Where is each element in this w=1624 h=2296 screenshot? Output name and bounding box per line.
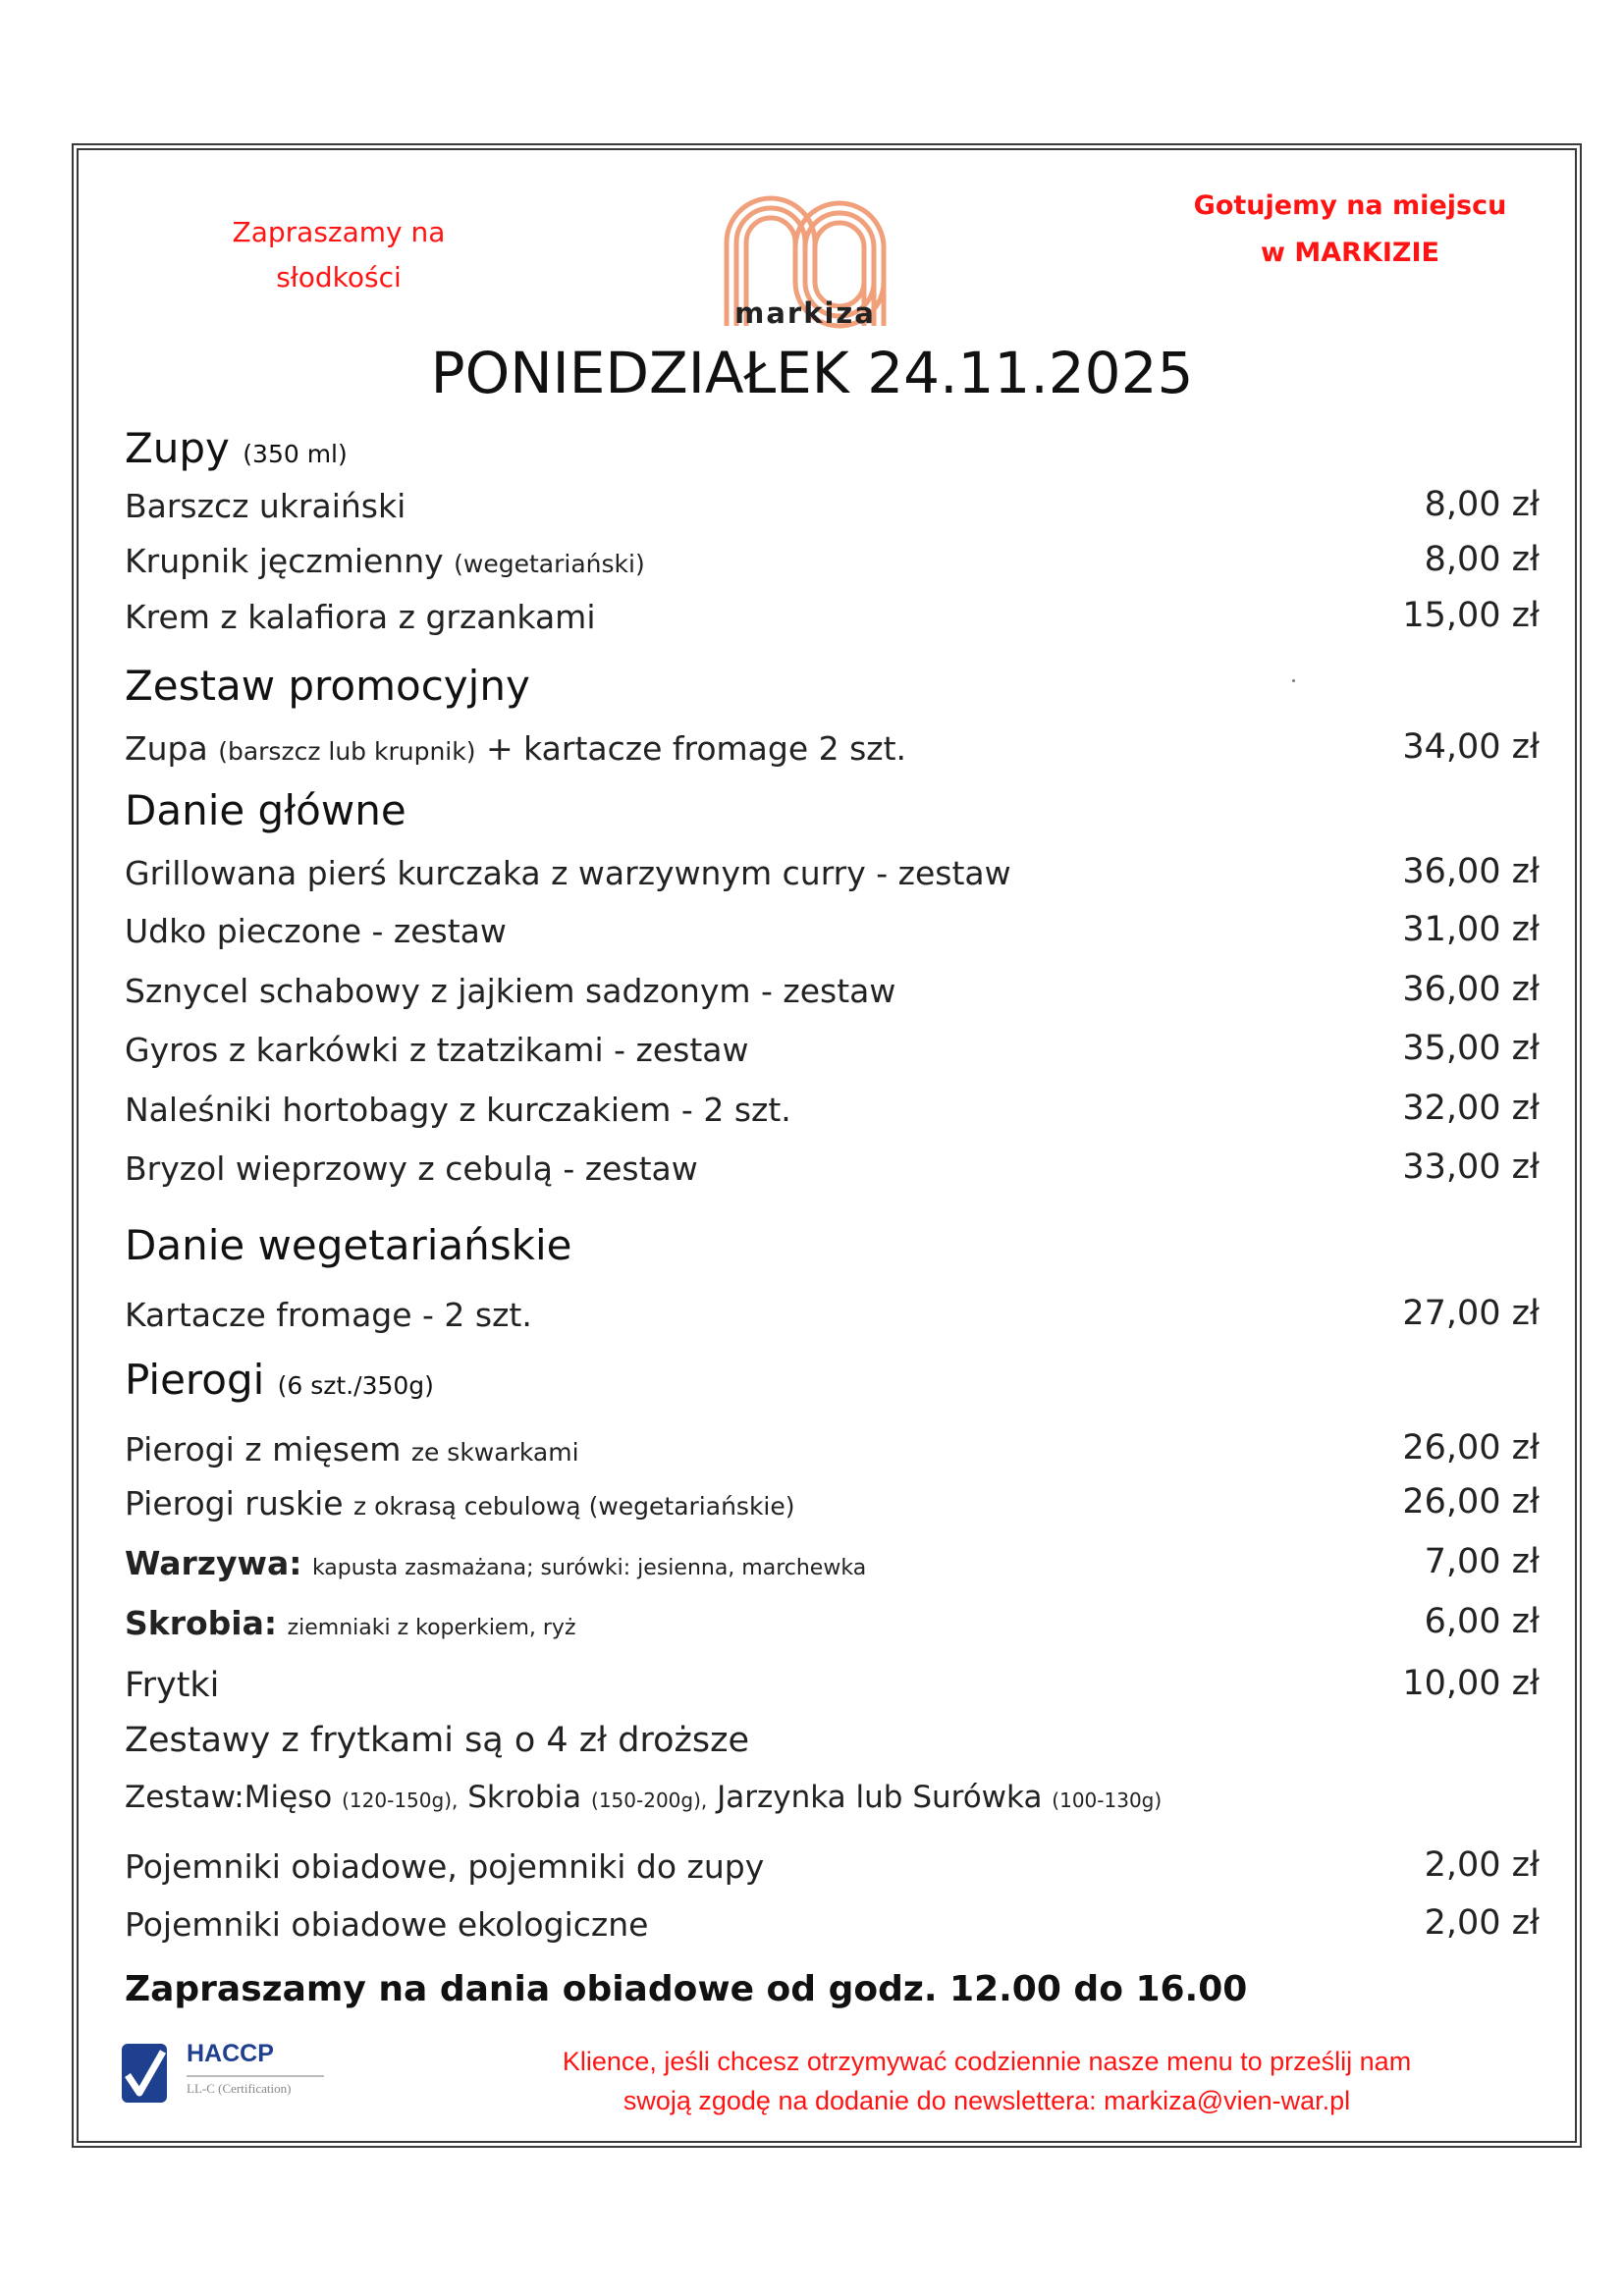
haccp-subtitle: LL-C (Certification) [187, 2081, 292, 2096]
section-title: Zupy [125, 424, 230, 472]
fries-surcharge-note: Zestawy z frytkami są o 4 zł droższe [125, 1721, 750, 1760]
menu-item: Pojemniki obiadowe, pojemniki do zupy [125, 1847, 765, 1886]
item-price: 26,00 zł [1402, 1482, 1540, 1522]
item-name: Krem z kalafiora z grzankami [125, 598, 596, 636]
section-heading-soups [125, 424, 348, 472]
menu-item [125, 598, 595, 636]
item-note: kapusta zasmażana; surówki: jesienna, marchewka [311, 1556, 867, 1580]
item-name: Zupa [125, 729, 208, 768]
sweets-invitation [187, 210, 491, 300]
item-price: 15,00 zł [1402, 596, 1540, 635]
newsletter-note [422, 2042, 1551, 2120]
item-label: Skrobia: [125, 1604, 278, 1642]
menu-item: Grillowana pierś kurczaka z warzywnym curry - zestaw [125, 854, 1011, 892]
item-price: 27,00 zł [1402, 1294, 1540, 1333]
haccp-title: HACCP [187, 2040, 274, 2067]
newsletter-line-1: Klience, jeśli chcesz otrzymywać codziennie nasze menu to prześlij nam [562, 2047, 1412, 2076]
item-note: ziemniaki z koperkiem, ryż [287, 1616, 576, 1640]
cooking-note-line-2: w MARKIZIE [1261, 238, 1439, 268]
section-heading-vegetarian: Danie wegetariańskie [125, 1221, 572, 1269]
item-price: 35,00 zł [1402, 1029, 1540, 1068]
side-starch [125, 1604, 576, 1642]
item-price: 34,00 zł [1402, 727, 1540, 767]
cooking-note-line-1: Gotujemy na miejscu [1193, 190, 1507, 221]
section-heading-promo: Zestaw promocyjny [125, 662, 530, 710]
item-price: 31,00 zł [1402, 910, 1540, 949]
section-heading-pierogi [125, 1356, 434, 1404]
menu-item: Udko pieczone - zestaw [125, 912, 507, 950]
item-name-continued: + kartacze fromage 2 szt. [485, 729, 907, 768]
menu-item: Sznycel schabowy z jajkiem sadzonym - zestaw [125, 972, 896, 1010]
menu-item [125, 1430, 579, 1468]
menu-item: Bryzol wieprzowy z cebulą - zestaw [125, 1149, 698, 1188]
set-part: Jarzynka lub Surówka [717, 1780, 1043, 1815]
item-name: Pierogi ruskie [125, 1484, 344, 1522]
set-part: Zestaw:Mięso [125, 1780, 333, 1815]
menu-item [125, 1484, 795, 1522]
item-name: Krupnik jęczmienny [125, 542, 444, 580]
item-price: 2,00 zł [1424, 1845, 1540, 1885]
newsletter-line-2: swoją zgodę na dodanie do newslettera: markiza@vien-war.pl [623, 2086, 1351, 2115]
item-name: Pierogi z mięsem [125, 1430, 402, 1468]
item-price: 36,00 zł [1402, 970, 1540, 1009]
menu-item [125, 487, 406, 525]
item-price: 32,00 zł [1402, 1089, 1540, 1128]
item-price: 8,00 zł [1424, 485, 1540, 524]
menu-item: Gyros z karkówki z tzatzikami - zestaw [125, 1031, 749, 1069]
item-price: 2,00 zł [1424, 1903, 1540, 1943]
set-part-note: (150-200g), [591, 1789, 708, 1812]
speck [1292, 679, 1295, 682]
checkmark-badge-icon [120, 2042, 169, 2105]
item-note: (wegetariański) [454, 550, 645, 578]
item-note: ze skwarkami [410, 1438, 579, 1467]
section-heading-mains: Danie główne [125, 786, 406, 834]
logo-wordmark: markiza [734, 296, 876, 330]
menu-item: Pojemniki obiadowe ekologiczne [125, 1905, 649, 1944]
item-price: 7,00 zł [1424, 1542, 1540, 1581]
item-price: 10,00 zł [1402, 1664, 1540, 1703]
item-price: 8,00 zł [1424, 540, 1540, 579]
item-label: Warzywa: [125, 1544, 302, 1582]
set-part-note: (100-130g) [1052, 1789, 1163, 1812]
item-price: 6,00 zł [1424, 1602, 1540, 1641]
set-definition [125, 1780, 1162, 1815]
side-vegetables [125, 1544, 866, 1582]
item-note: (barszcz lub krupnik) [218, 737, 476, 766]
sweets-invitation-line-1: Zapraszamy na [232, 216, 446, 248]
menu-item: Naleśniki hortobagy z kurczakiem - 2 szt. [125, 1091, 791, 1129]
menu-item [125, 729, 906, 768]
haccp-badge [120, 2040, 326, 2109]
item-price: 33,00 zł [1402, 1148, 1540, 1187]
set-part-note: (120-150g), [342, 1789, 459, 1812]
item-name: Barszcz ukraiński [125, 487, 406, 525]
menu-item [125, 542, 645, 580]
haccp-divider [187, 2075, 324, 2077]
item-price: 26,00 zł [1402, 1428, 1540, 1468]
item-note: z okrasą cebulową (wegetariańskie) [353, 1492, 795, 1521]
item-price: 36,00 zł [1402, 852, 1540, 891]
section-note: (6 szt./350g) [277, 1371, 434, 1400]
sweets-invitation-line-2: słodkości [276, 261, 402, 294]
section-title: Pierogi [125, 1356, 265, 1404]
side-fries: Frytki [125, 1666, 220, 1705]
menu-item: Kartacze fromage - 2 szt. [125, 1296, 532, 1334]
cooking-on-site-note [1159, 183, 1542, 277]
opening-hours-note: Zapraszamy na dania obiadowe od godz. 12.00 do 16.00 [125, 1969, 1248, 2009]
set-part: Skrobia [467, 1780, 582, 1815]
section-note: (350 ml) [243, 440, 348, 468]
menu-date-title: PONIEDZIAŁEK 24.11.2025 [430, 340, 1194, 406]
